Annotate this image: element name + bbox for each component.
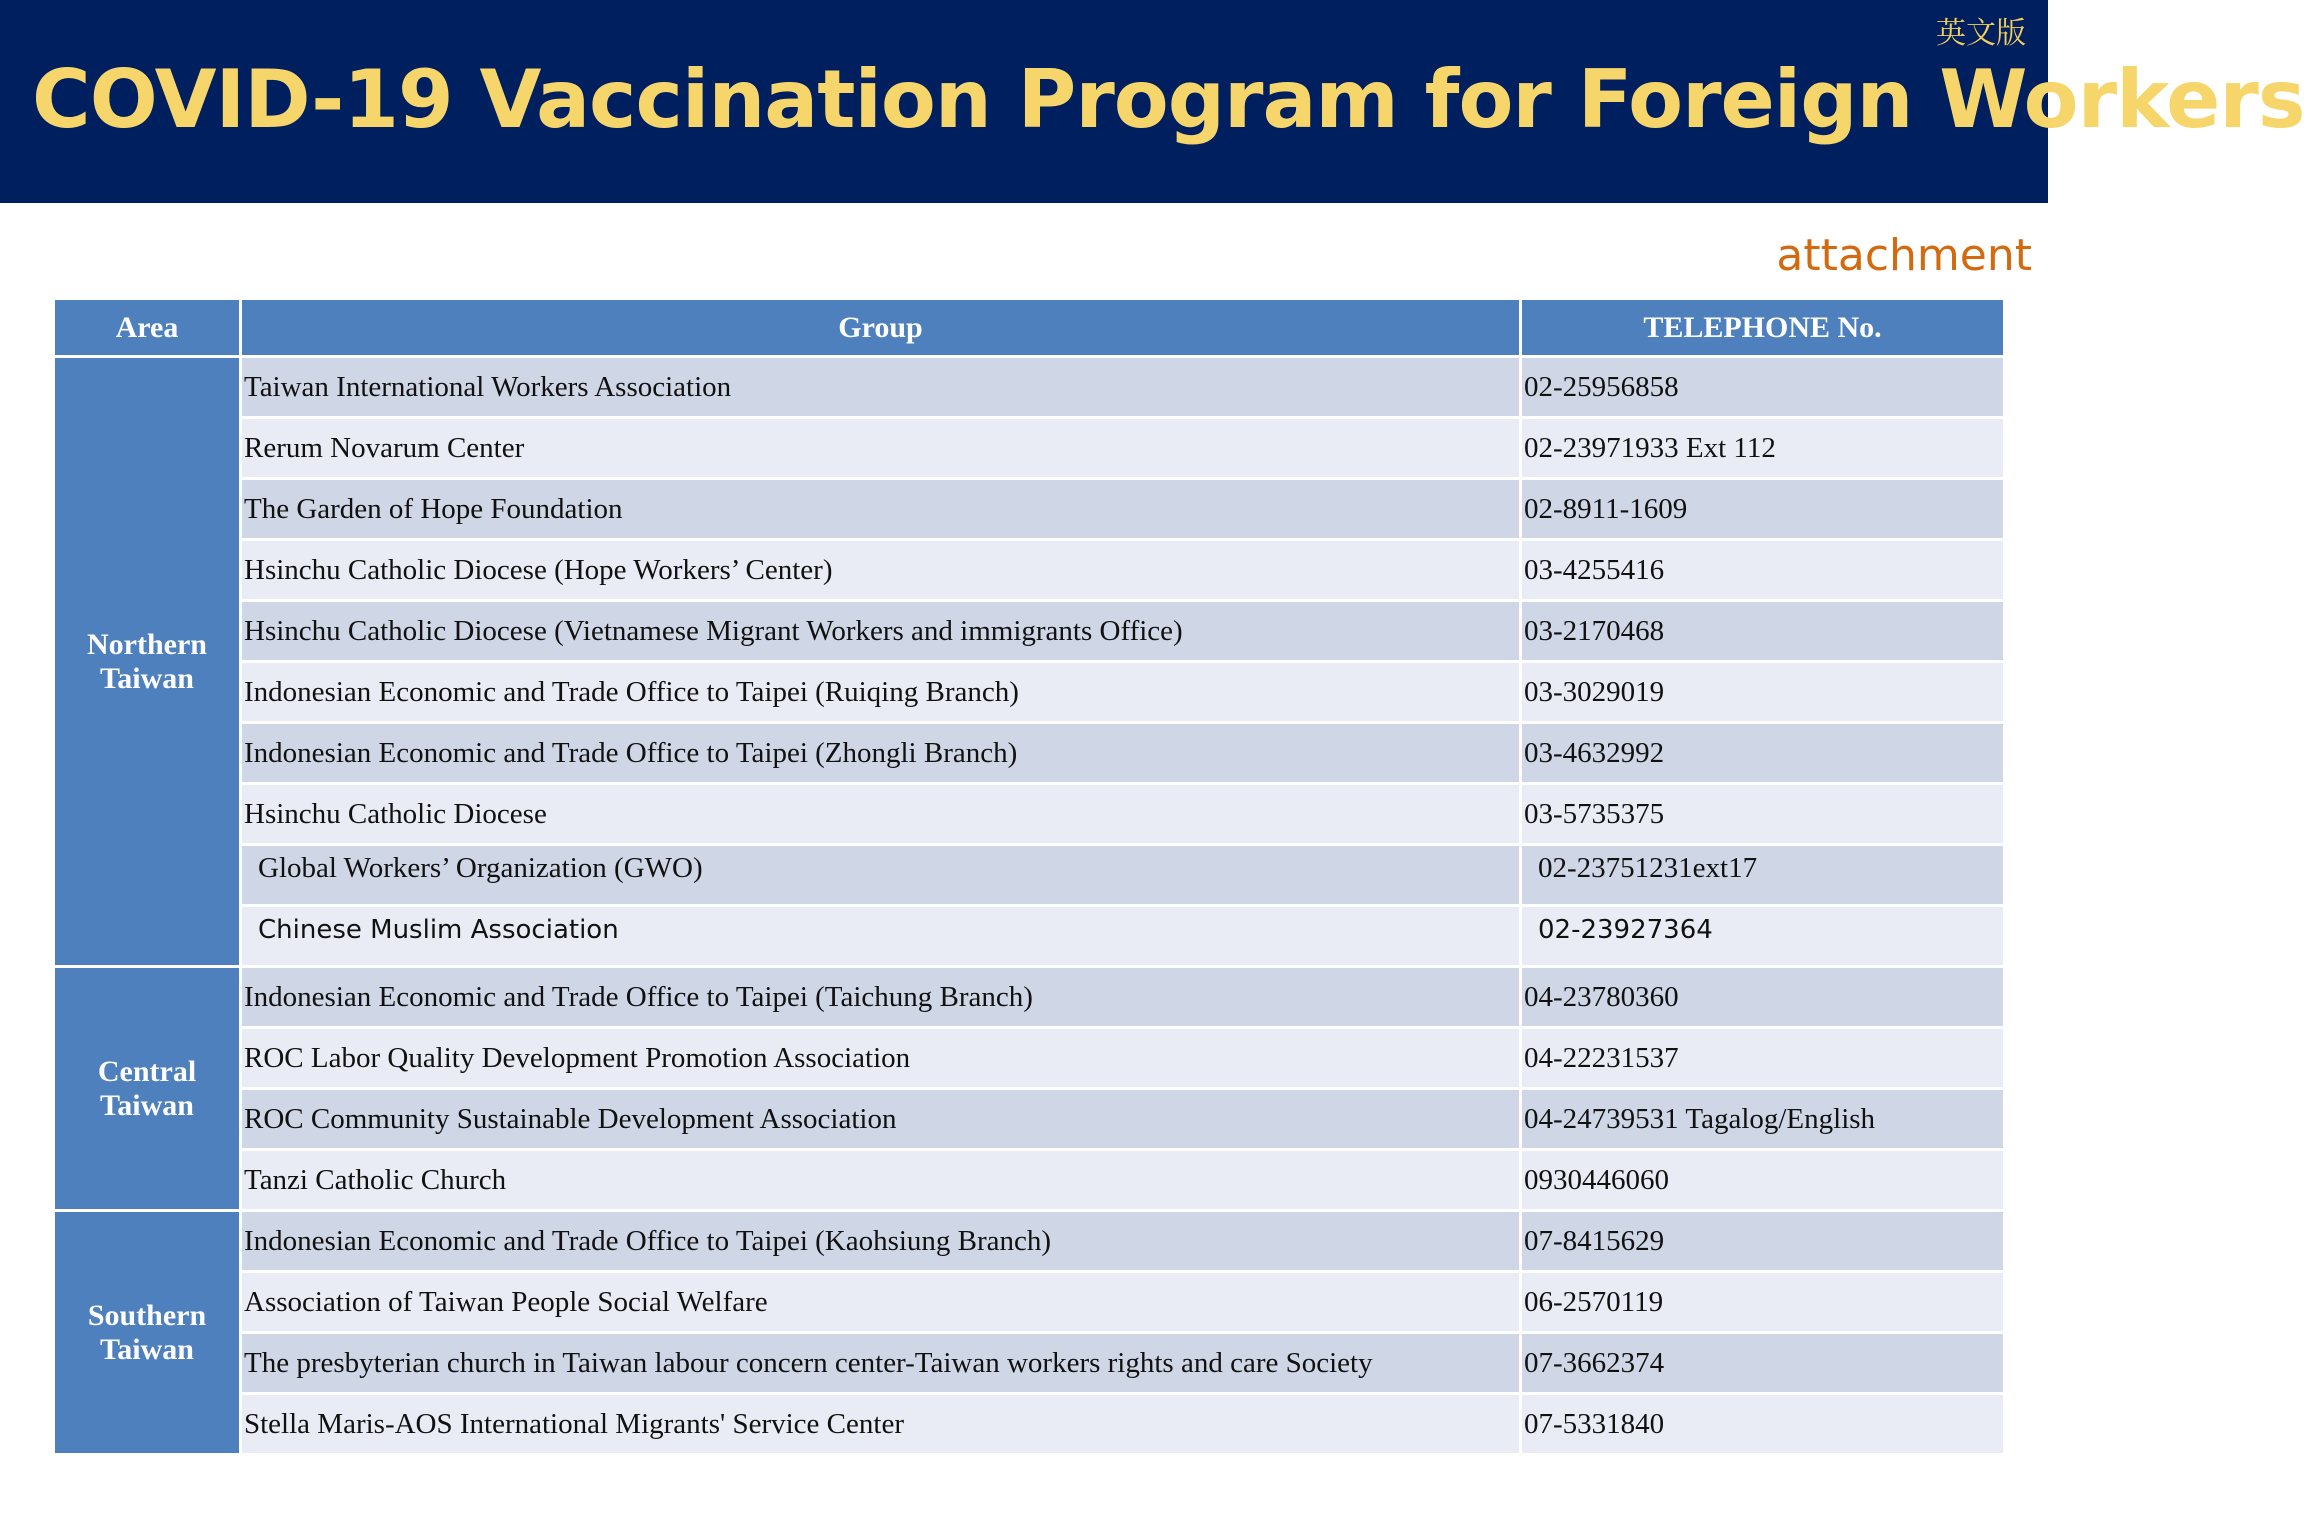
group-cell: Association of Taiwan People Social Welfare (241, 1272, 1521, 1333)
phone-cell: 04-22231537 (1521, 1028, 2005, 1089)
area-cell-central (54, 967, 241, 1211)
group-cell: ROC Labor Quality Development Promotion Association (241, 1028, 1521, 1089)
group-cell: Indonesian Economic and Trade Office to Taipei (Ruiqing Branch) (241, 662, 1521, 723)
group-cell: The presbyterian church in Taiwan labour concern center-Taiwan workers rights and care Society (241, 1333, 1521, 1394)
table-row (54, 357, 2005, 418)
table-row (54, 418, 2005, 479)
table-row (54, 723, 2005, 784)
area-label-line2: Taiwan (100, 661, 194, 695)
column-header-group: Group (241, 299, 1521, 357)
phone-cell: 06-2570119 (1521, 1272, 2005, 1333)
phone-cell: 0930446060 (1521, 1150, 2005, 1211)
group-cell: Hsinchu Catholic Diocese (241, 784, 1521, 845)
title-banner (0, 0, 2304, 203)
phone-cell: 07-5331840 (1521, 1394, 2005, 1455)
table-row (54, 906, 2005, 967)
phone-cell: 03-2170468 (1521, 601, 2005, 662)
page-title: COVID-19 Vaccination Program for Foreign Workers (32, 53, 2304, 146)
group-cell: Indonesian Economic and Trade Office to Taipei (Taichung Branch) (241, 967, 1521, 1028)
language-tag: 英文版 (1936, 16, 2026, 51)
table-row (54, 967, 2005, 1028)
phone-cell: 03-5735375 (1521, 784, 2005, 845)
phone-cell: 02-25956858 (1521, 357, 2005, 418)
group-cell: Hsinchu Catholic Diocese (Hope Workers’ Center) (241, 540, 1521, 601)
phone-cell: 02-23927364 (1521, 906, 2005, 967)
table-header-row (54, 299, 2005, 357)
phone-cell: 07-8415629 (1521, 1211, 2005, 1272)
area-cell-northern (54, 357, 241, 967)
group-cell: Stella Maris-AOS International Migrants' Service Center (241, 1394, 1521, 1455)
area-label-line2: Taiwan (100, 1088, 194, 1122)
group-cell: Chinese Muslim Association (241, 906, 1521, 967)
group-cell: Tanzi Catholic Church (241, 1150, 1521, 1211)
group-cell: Taiwan International Workers Association (241, 357, 1521, 418)
table-row (54, 1211, 2005, 1272)
column-header-area: Area (54, 299, 241, 357)
phone-cell: 04-24739531 Tagalog/English (1521, 1089, 2005, 1150)
area-label-line1: Central (97, 1054, 197, 1088)
group-cell: Indonesian Economic and Trade Office to Taipei (Kaohsiung Branch) (241, 1211, 1521, 1272)
table-row (54, 479, 2005, 540)
phone-cell: 03-4632992 (1521, 723, 2005, 784)
group-cell: Rerum Novarum Center (241, 418, 1521, 479)
table-row (54, 1028, 2005, 1089)
phone-cell: 04-23780360 (1521, 967, 2005, 1028)
column-header-telephone: TELEPHONE No. (1521, 299, 2005, 357)
table-row (54, 845, 2005, 906)
table-row (54, 662, 2005, 723)
table-row (54, 1150, 2005, 1211)
phone-cell: 02-8911-1609 (1521, 479, 2005, 540)
contacts-table (52, 297, 2006, 1456)
phone-cell: 03-4255416 (1521, 540, 2005, 601)
table-row (54, 1394, 2005, 1455)
group-cell: The Garden of Hope Foundation (241, 479, 1521, 540)
table-row (54, 601, 2005, 662)
group-cell: Hsinchu Catholic Diocese (Vietnamese Migrant Workers and immigrants Office) (241, 601, 1521, 662)
phone-cell: 07-3662374 (1521, 1333, 2005, 1394)
table-row (54, 1333, 2005, 1394)
area-label-line1: Southern (87, 1298, 207, 1332)
table-row (54, 1272, 2005, 1333)
group-cell: ROC Community Sustainable Development Association (241, 1089, 1521, 1150)
phone-cell: 03-3029019 (1521, 662, 2005, 723)
group-cell: Global Workers’ Organization (GWO) (241, 845, 1521, 906)
table-row (54, 540, 2005, 601)
phone-cell: 02-23971933 Ext 112 (1521, 418, 2005, 479)
attachment-label: attachment (1776, 230, 2032, 281)
table-row (54, 1089, 2005, 1150)
table-row (54, 784, 2005, 845)
group-cell: Indonesian Economic and Trade Office to Taipei (Zhongli Branch) (241, 723, 1521, 784)
phone-cell: 02-23751231ext17 (1521, 845, 2005, 906)
area-label-line1: Northern (87, 627, 207, 661)
area-cell-southern (54, 1211, 241, 1455)
area-label-line2: Taiwan (100, 1332, 194, 1366)
